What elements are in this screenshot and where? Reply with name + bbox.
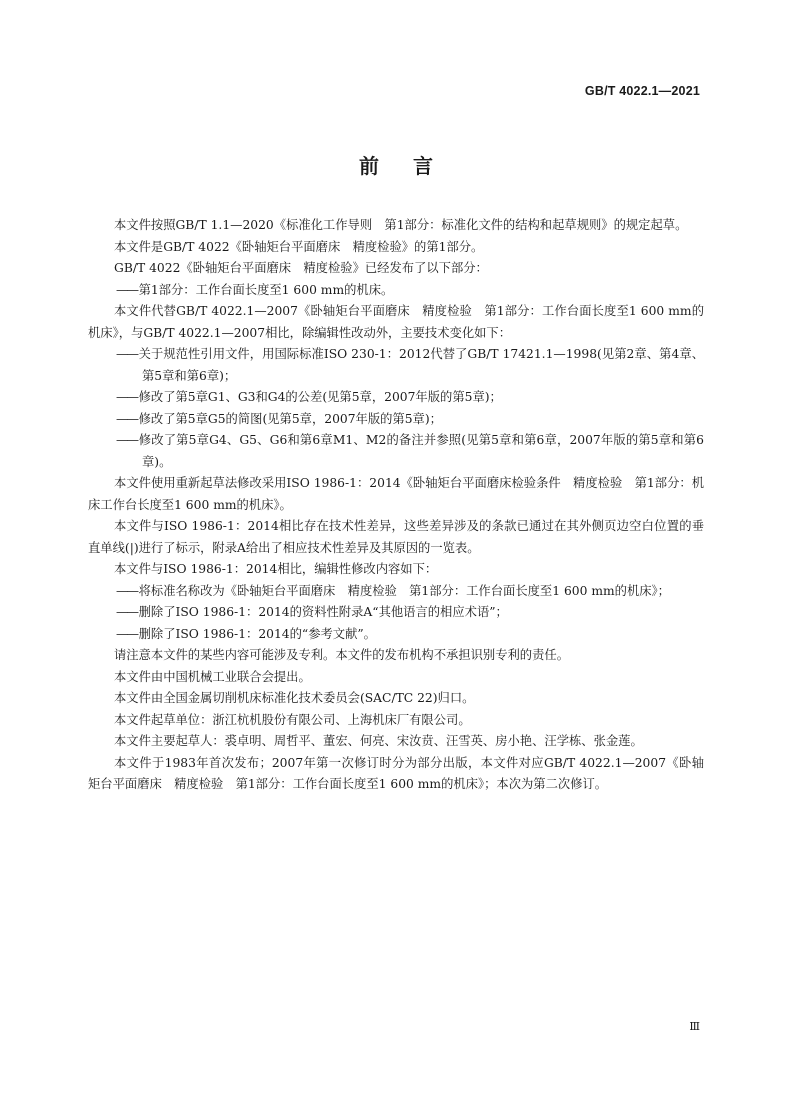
paragraph: 本文件代替GB/T 4022.1—2007《卧轴矩台平面磨床 精度检验 第1部分：工作台面长度至1 600 mm的机床》，与GB/T 4022.1—2007相比，除编辑性改动外，主要技术变化如下： — [88, 304, 704, 340]
paragraph: 本文件与ISO 1986-1：2014相比，编辑性修改内容如下： — [114, 562, 438, 576]
paragraph: 本文件主要起草人：裘卓明、周哲平、董宏、何亮、宋汝贲、汪雪英、房小艳、汪学栋、张金莲。 — [114, 734, 643, 748]
paragraph: GB/T 4022《卧轴矩台平面磨床 精度检验》已经发布了以下部分： — [114, 261, 488, 275]
page-number: Ⅲ — [689, 1020, 700, 1033]
paragraph: 本文件由中国机械工业联合会提出。 — [114, 669, 311, 684]
dash-list-item: —— 删除了ISO 1986-1：2014的“参考文献”。 — [88, 624, 704, 646]
paragraph: 本文件使用重新起草法修改采用ISO 1986-1：2014《卧轴矩台平面磨床检验条件 精度检验 第1部分：机床工作台长度至1 600 mm的机床》。 — [88, 476, 704, 512]
dash-list-item: —— 第1部分：工作台面长度至1 600 mm的机床。 — [88, 280, 704, 302]
dash-list-item: —— 关于规范性引用文件，用国际标准ISO 230-1：2012代替了GB/T 17421.1—1998(见第2章、第4章、第5章和第6章)； — [88, 344, 704, 387]
foreword-body — [88, 215, 704, 796]
dash-list-item: —— 修改了第5章G4、G5、G6和第6章M1、M2的备注并参照(见第5章和第6章，2007年版的第5章和第6章)。 — [88, 430, 704, 473]
paragraph: 本文件与ISO 1986-1：2014相比存在技术性差异，这些差异涉及的条款已通过在其外侧页边空白位置的垂直单线(|)进行了标示，附录A给出了相应技术性差异及其原因的一览表。 — [88, 519, 704, 555]
dash-list-item: —— 将标准名称改为《卧轴矩台平面磨床 精度检验 第1部分：工作台面长度至1 600 mm的机床》； — [88, 581, 704, 603]
paragraph: 本文件由全国金属切削机床标准化技术委员会(SAC/TC 22)归口。 — [114, 691, 475, 705]
dash-list-item: —— 修改了第5章G1、G3和G4的公差(见第5章，2007年版的第5章)； — [88, 387, 704, 409]
dash-list-item: —— 删除了ISO 1986-1：2014的资料性附录A“其他语言的相应术语”； — [88, 602, 704, 624]
paragraph: 本文件起草单位：浙江杭机股份有限公司、上海机床厂有限公司。 — [114, 712, 471, 727]
paragraph: 请注意本文件的某些内容可能涉及专利。本文件的发布机构不承担识别专利的责任。 — [114, 648, 569, 662]
paragraph: 本文件于1983年首次发布；2007年第一次修订时分为部分出版，本文件对应GB/T 4022.1—2007《卧轴矩台平面磨床 精度检验 第1部分：工作台面长度至1 600 mm的机床》；本次为第二次修订。 — [88, 755, 704, 791]
dash-list-item: —— 修改了第5章G5的简图(见第5章，2007年版的第5章)； — [88, 409, 704, 431]
paragraph: 本文件按照GB/T 1.1—2020《标准化工作导则 第1部分：标准化文件的结构和起草规则》的规定起草。 — [114, 218, 688, 232]
standard-code: GB/T 4022.1—2021 — [584, 84, 700, 98]
page-title: 前言 — [359, 154, 467, 178]
paragraph: 本文件是GB/T 4022《卧轴矩台平面磨床 精度检验》的第1部分。 — [114, 239, 484, 254]
